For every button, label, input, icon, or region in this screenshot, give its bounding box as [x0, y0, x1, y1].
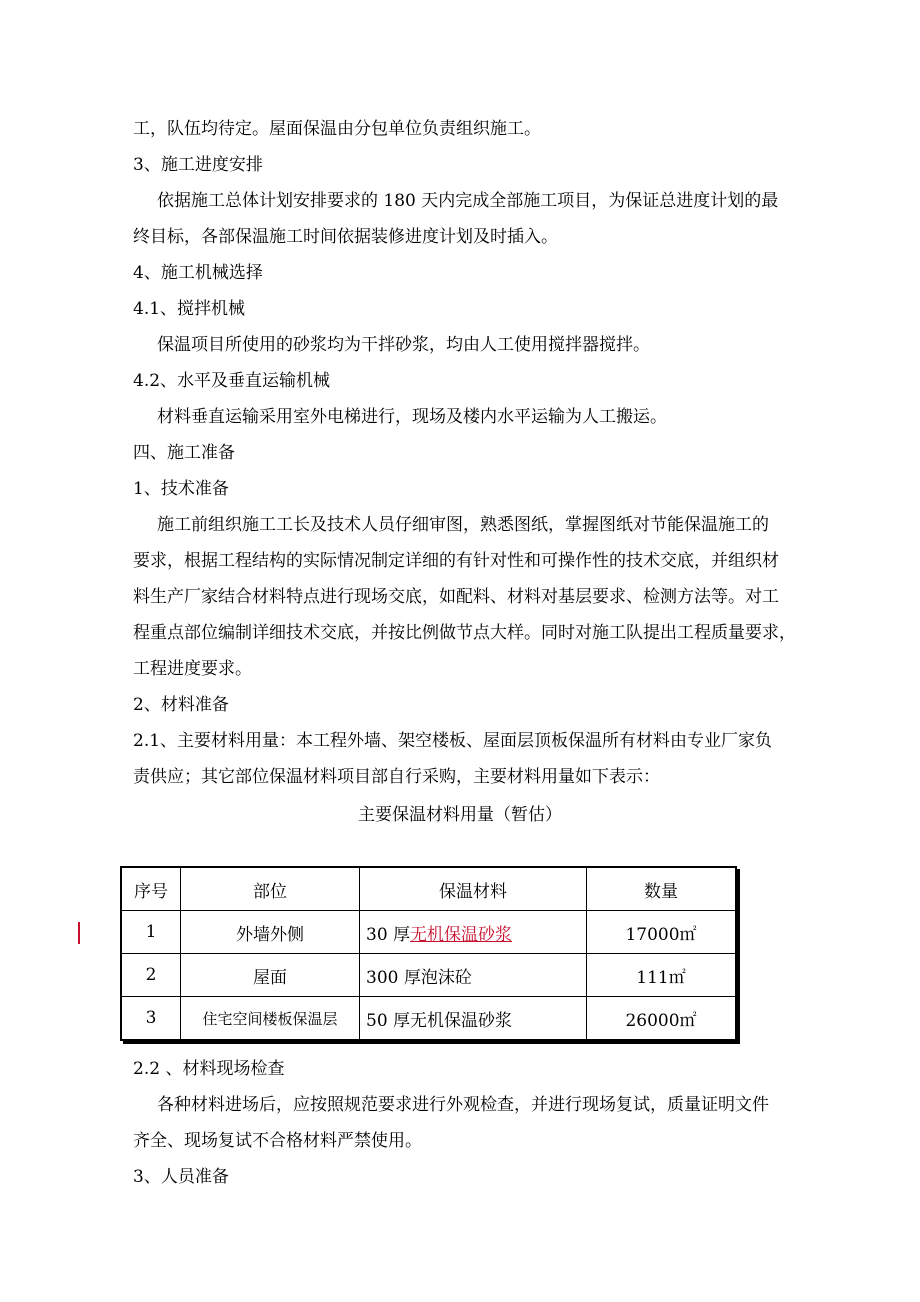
- table-cell-qty: 17000㎡: [587, 911, 737, 954]
- table-cell-no: 1: [121, 911, 181, 954]
- section-heading: 3、人员准备: [133, 1167, 229, 1187]
- material-thickness: 30 厚: [366, 924, 411, 945]
- section-heading: 2、材料准备: [133, 695, 229, 715]
- table-row: [121, 911, 736, 954]
- paragraph-text: 终目标，各部保温施工时间依据装修进度计划及时插入。: [133, 227, 558, 247]
- table-cell-part: 住宅空间楼板保温层: [181, 997, 360, 1041]
- paragraph-text: 2.1、主要材料用量：本工程外墙、架空楼板、屋面层顶板保温所有材料由专业厂家负: [133, 731, 773, 751]
- paragraph-text: 依据施工总体计划安排要求的 180 天内完成全部施工项目，为保证总进度计划的最: [157, 191, 779, 211]
- paragraph-text: 保温项目所使用的砂浆均为干拌砂浆，均由人工使用搅拌器搅拌。: [157, 335, 650, 355]
- table-header-cell: 部位: [181, 867, 360, 911]
- materials-table: [120, 866, 737, 1041]
- paragraph-text: 责供应；其它部位保温材料项目部自行采购，主要材料用量如下表示：: [133, 767, 660, 787]
- table-header-cell: 序号: [121, 867, 181, 911]
- paragraph-text: 工，队伍均待定。屋面保温由分包单位负责组织施工。: [133, 119, 541, 139]
- table-cell-part: 外墙外侧: [181, 911, 360, 954]
- table-cell-material: [360, 997, 587, 1041]
- subsection-heading: 4.2、水平及垂直运输机械: [133, 371, 331, 391]
- paragraph-text: 工程进度要求。: [133, 659, 252, 679]
- paragraph-text: 料生产厂家结合材料特点进行现场交底，如配料、材料对基层要求、检测方法等。对工: [133, 587, 779, 607]
- table-row: [121, 954, 736, 997]
- table-cell-material: [360, 954, 587, 997]
- table-caption: 主要保温材料用量（暂估）: [358, 805, 562, 825]
- table-cell-qty: 111㎡: [587, 954, 737, 997]
- table-header-cell: 数量: [587, 867, 737, 911]
- paragraph-text: 材料垂直运输采用室外电梯进行，现场及楼内水平运输为人工搬运。: [157, 407, 667, 427]
- material-name: 50 厚无机保温砂浆: [366, 1010, 513, 1031]
- paragraph-text: 齐全、现场复试不合格材料严禁使用。: [133, 1131, 422, 1151]
- section-heading: 4、施工机械选择: [133, 263, 263, 283]
- table-header-cell: 保温材料: [360, 867, 587, 911]
- chapter-heading: 四、施工准备: [133, 443, 235, 463]
- paragraph-text: 要求，根据工程结构的实际情况制定详细的有针对性和可操作性的技术交底，并组织材: [133, 551, 779, 571]
- table-cell-no: 3: [121, 997, 181, 1041]
- table-cell-material: [360, 911, 587, 954]
- subsection-heading: 2.2 、材料现场检查: [133, 1059, 285, 1079]
- subsection-heading: 4.1、搅拌机械: [133, 299, 246, 319]
- material-name-tracked-change: 无机保温砂浆: [410, 924, 513, 945]
- section-heading: 3、施工进度安排: [133, 155, 263, 175]
- revision-mark: [78, 922, 80, 944]
- table-header-row: [121, 867, 736, 911]
- table-cell-no: 2: [121, 954, 181, 997]
- paragraph-text: 施工前组织施工工长及技术人员仔细审图，熟悉图纸，掌握图纸对节能保温施工的: [157, 515, 769, 535]
- paragraph-text: 各种材料进场后，应按照规范要求进行外观检查，并进行现场复试，质量证明文件: [157, 1095, 769, 1115]
- material-name: 300 厚泡沫砼: [366, 967, 472, 988]
- paragraph-text: 程重点部位编制详细技术交底，并按比例做节点大样。同时对施工队提出工程质量要求，: [133, 623, 796, 643]
- table-row: [121, 997, 736, 1041]
- table-cell-qty: 26000㎡: [587, 997, 737, 1041]
- table-cell-part: 屋面: [181, 954, 360, 997]
- section-heading: 1、技术准备: [133, 479, 229, 499]
